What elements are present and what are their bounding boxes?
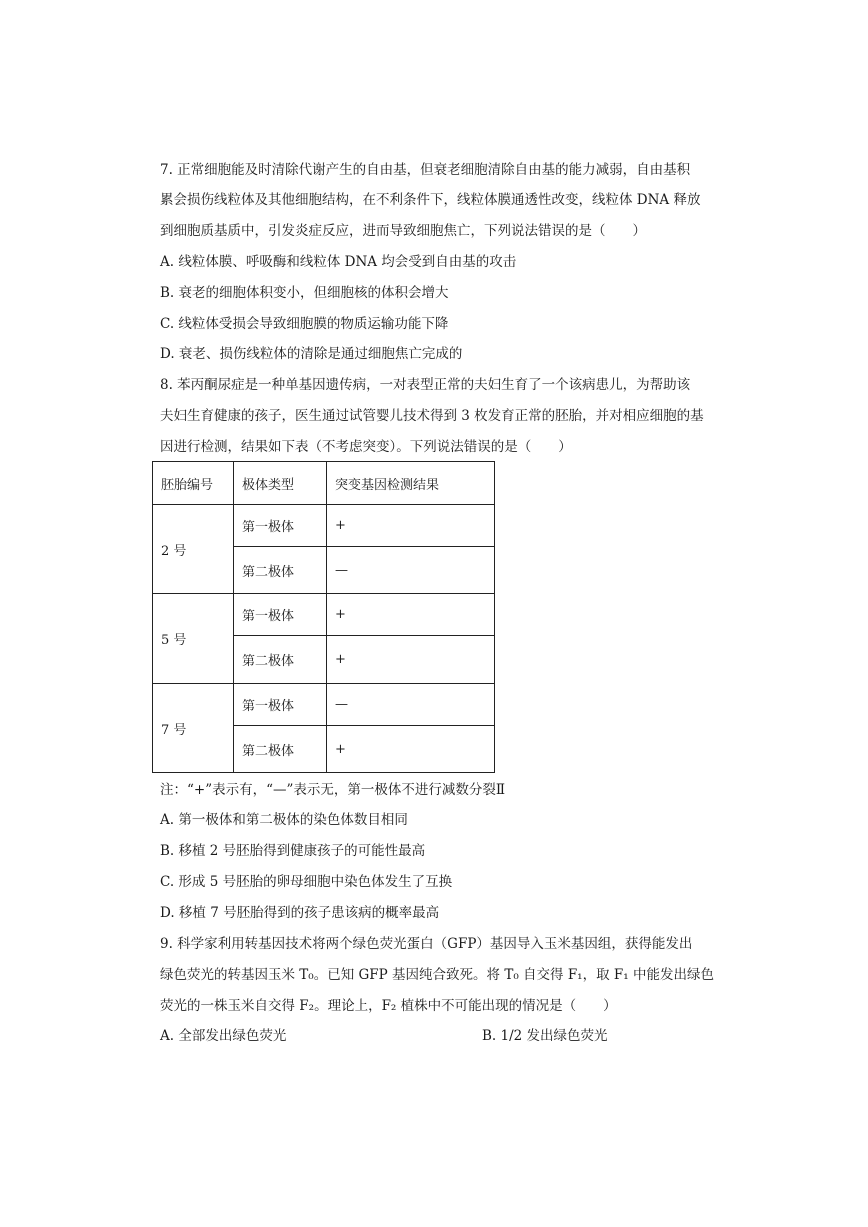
q8-option-b: B. 移植 2 号胚胎得到健康孩子的可能性最高	[160, 843, 426, 859]
q7-option-d: D. 衰老、损伤线粒体的清除是通过细胞焦亡完成的	[160, 346, 463, 362]
table-row	[153, 684, 495, 726]
table-row	[153, 505, 495, 547]
result-cell: +	[327, 505, 495, 547]
q7-stem-line-1: 7. 正常细胞能及时清除代谢产生的自由基，但衰老细胞清除自由基的能力减弱，自由基积	[160, 162, 691, 178]
q9-stem-line-3: 荧光的一株玉米自交得 F₂。理论上，F₂ 植株中不可能出现的情况是（ ）	[160, 998, 617, 1014]
q7-stem-line-2: 累会损伤线粒体及其他细胞结构，在不利条件下，线粒体膜通透性改变，线粒体 DNA 释放	[160, 192, 701, 208]
polar-type-cell: 第二极体	[234, 547, 327, 594]
embryo-detection-table	[152, 461, 495, 773]
q7-option-a: A. 线粒体膜、呼吸酶和线粒体 DNA 均会受到自由基的攻击	[160, 254, 517, 270]
polar-type-cell: 第一极体	[234, 684, 327, 726]
q8-stem-line-3: 因进行检测，结果如下表（不考虑突变）。下列说法错误的是（ ）	[160, 439, 572, 455]
embryo-5-cell: 5 号	[153, 594, 234, 684]
q9-option-a: A. 全部发出绿色荧光	[160, 1028, 287, 1044]
result-cell: —	[327, 684, 495, 726]
header-polar-body-type: 极体类型	[234, 462, 327, 505]
embryo-7-cell: 7 号	[153, 684, 234, 773]
result-cell: +	[327, 726, 495, 773]
result-cell: +	[327, 594, 495, 636]
q7-option-c: C. 线粒体受损会导致细胞膜的物质运输功能下降	[160, 316, 449, 332]
q9-stem-line-1: 9. 科学家利用转基因技术将两个绿色荧光蛋白（GFP）基因导入玉米基因组，获得能发出	[160, 936, 693, 952]
header-detection-result: 突变基因检测结果	[327, 462, 495, 505]
q7-option-b: B. 衰老的细胞体积变小，但细胞核的体积会增大	[160, 285, 449, 301]
table-header-row	[153, 462, 495, 505]
q9-option-b: B. 1/2 发出绿色荧光	[482, 1028, 608, 1044]
q9-stem-line-2: 绿色荧光的转基因玉米 T₀。已知 GFP 基因纯合致死。将 T₀ 自交得 F₁，取 F₁ 中能发出绿色	[160, 967, 714, 983]
q8-option-d: D. 移植 7 号胚胎得到的孩子患该病的概率最高	[160, 905, 440, 921]
q8-stem-line-1: 8. 苯丙酮尿症是一种单基因遗传病，一对表型正常的夫妇生育了一个该病患儿，为帮助该	[160, 377, 691, 393]
embryo-2-cell: 2 号	[153, 505, 234, 594]
polar-type-cell: 第二极体	[234, 726, 327, 773]
q8-option-a: A. 第一极体和第二极体的染色体数目相同	[160, 812, 408, 828]
result-cell: +	[327, 636, 495, 684]
q8-option-c: C. 形成 5 号胚胎的卵母细胞中染色体发生了互换	[160, 874, 453, 890]
polar-type-cell: 第二极体	[234, 636, 327, 684]
q7-stem-line-3: 到细胞质基质中，引发炎症反应，进而导致细胞焦亡，下列说法错误的是（ ）	[160, 223, 646, 239]
header-embryo-number: 胚胎编号	[153, 462, 234, 505]
result-cell: —	[327, 547, 495, 594]
q8-table-note: 注：“+”表示有，“—”表示无，第一极体不进行减数分裂Ⅱ	[160, 782, 506, 798]
q8-stem-line-2: 夫妇生育健康的孩子，医生通过试管婴儿技术得到 3 枚发育正常的胚胎，并对相应细胞的基	[160, 408, 704, 424]
polar-type-cell: 第一极体	[234, 505, 327, 547]
polar-type-cell: 第一极体	[234, 594, 327, 636]
table-row	[153, 594, 495, 636]
